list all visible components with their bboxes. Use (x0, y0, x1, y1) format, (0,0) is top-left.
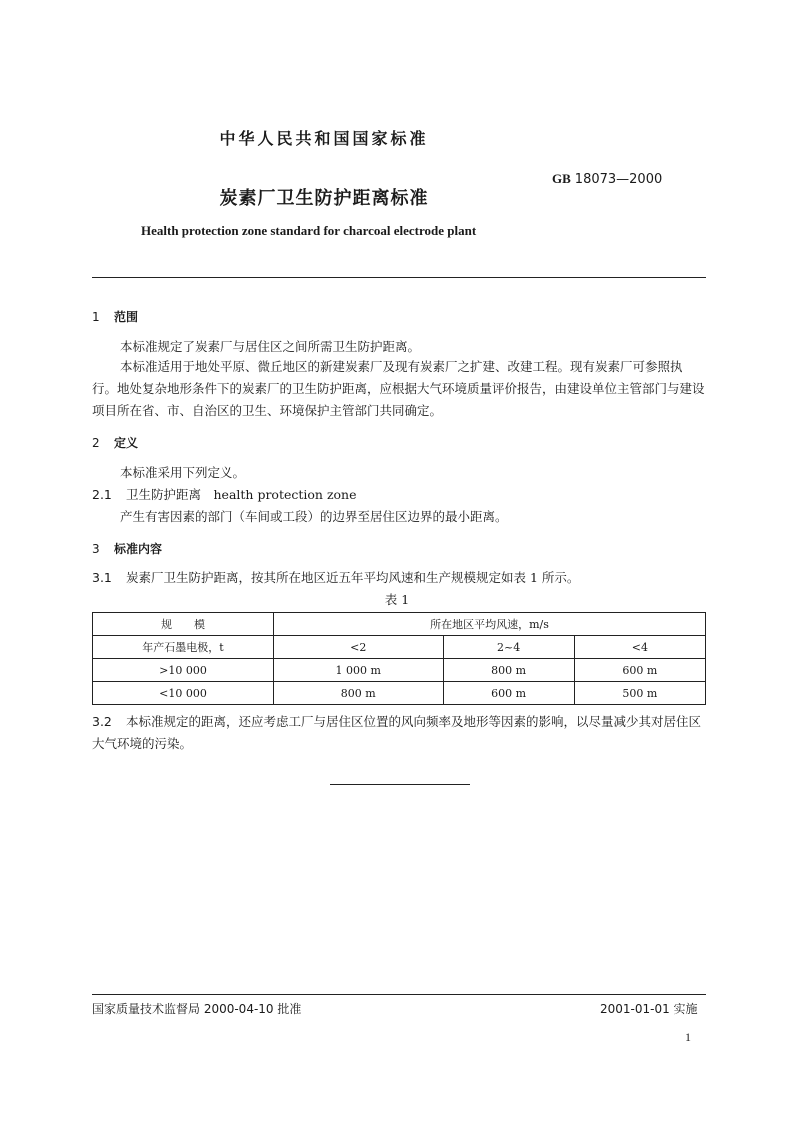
national-standard-label: 中华人民共和国国家标准 (219, 129, 429, 148)
row-2-scale: <10 000 (93, 682, 274, 705)
row-1-scale: >10 000 (93, 659, 274, 682)
section-3-title: 标准内容 (114, 542, 163, 556)
row-2-value-1: 800 m (274, 682, 444, 705)
table-row (93, 659, 706, 682)
row-1-value-3: 600 m (574, 659, 705, 682)
header-divider (92, 277, 706, 278)
section-1-title: 范围 (114, 310, 139, 324)
header-production-cell: 年产石墨电极，t (93, 636, 274, 659)
page-number: 1 (685, 1030, 691, 1044)
section-2-1-number: 2.1 (92, 487, 112, 502)
section-3-2-clause (92, 711, 706, 755)
section-1-number: 1 (92, 310, 100, 324)
section-3-1-number: 3.1 (92, 570, 112, 585)
section-2-paragraph-1: 本标准采用下列定义。 (120, 465, 246, 480)
approval-note: 国家质量技术监督局 2000-04-10 批准 (92, 1002, 302, 1016)
table-caption: 表 1 (384, 592, 410, 607)
row-2-value-3: 500 m (574, 682, 705, 705)
section-1-paragraph-1: 本标准规定了炭素厂与居住区之间所需卫生防护距离。 (120, 339, 421, 354)
table-header-row (93, 613, 706, 636)
section-2-1-term: 卫生防护距离 health protection zone (126, 487, 357, 502)
section-3-2-number: 3.2 (92, 714, 112, 729)
wind-col-2: 2~4 (443, 636, 574, 659)
row-2-value-2: 600 m (443, 682, 574, 705)
row-1-value-1: 1 000 m (274, 659, 444, 682)
section-2-1-clause (92, 484, 706, 506)
section-2-title: 定义 (114, 436, 139, 450)
document-title-cn: 炭素厂卫生防护距离标准 (219, 188, 429, 209)
section-3-1-text: 炭素厂卫生防护距离，按其所在地区近五年平均风速和生产规模规定如表 1 所示。 (126, 570, 580, 585)
section-1-heading (92, 308, 138, 325)
header-scale-cell: 规 模 (93, 613, 274, 636)
wind-col-1: <2 (274, 636, 444, 659)
section-3-number: 3 (92, 542, 100, 556)
footer-divider (92, 994, 706, 995)
wind-col-3: <4 (574, 636, 705, 659)
protection-distance-table (92, 612, 706, 705)
section-2-number: 2 (92, 436, 100, 450)
table-subheader-row (93, 636, 706, 659)
section-3-2-text: 本标准规定的距离，还应考虑工厂与居住区位置的风向频率及地形等因素的影响，以尽量减少其对居住区大气环境的污染。 (92, 714, 702, 751)
table-row (93, 682, 706, 705)
standard-code-prefix: GB (552, 171, 571, 186)
document-title-en: Health protection zone standard for charcoal electrode plant (141, 223, 477, 238)
effective-date-note: 2001-01-01 实施 (600, 1002, 698, 1016)
header-wind-cell: 所在地区平均风速，m/s (274, 613, 706, 636)
end-of-text-rule (330, 784, 470, 785)
row-1-value-2: 800 m (443, 659, 574, 682)
section-2-heading (92, 434, 138, 451)
standard-code-number: 18073—2000 (574, 172, 663, 187)
section-2-1-definition: 产生有害因素的部门（车间或工段）的边界至居住区边界的最小距离。 (120, 509, 508, 524)
section-1-paragraph-2: 本标准适用于地处平原、微丘地区的新建炭素厂及现有炭素厂之扩建、改建工程。现有炭素厂可参照执行。地处复杂地形条件下的炭素厂的卫生防护距离，应根据大气环境质量评价报告，由建设单位主管部门与建设项目所在省、市、自治区的卫生、环境保护主管部门共同确定。 (92, 359, 705, 418)
section-3-1-clause (92, 567, 706, 589)
section-3-heading (92, 540, 162, 557)
